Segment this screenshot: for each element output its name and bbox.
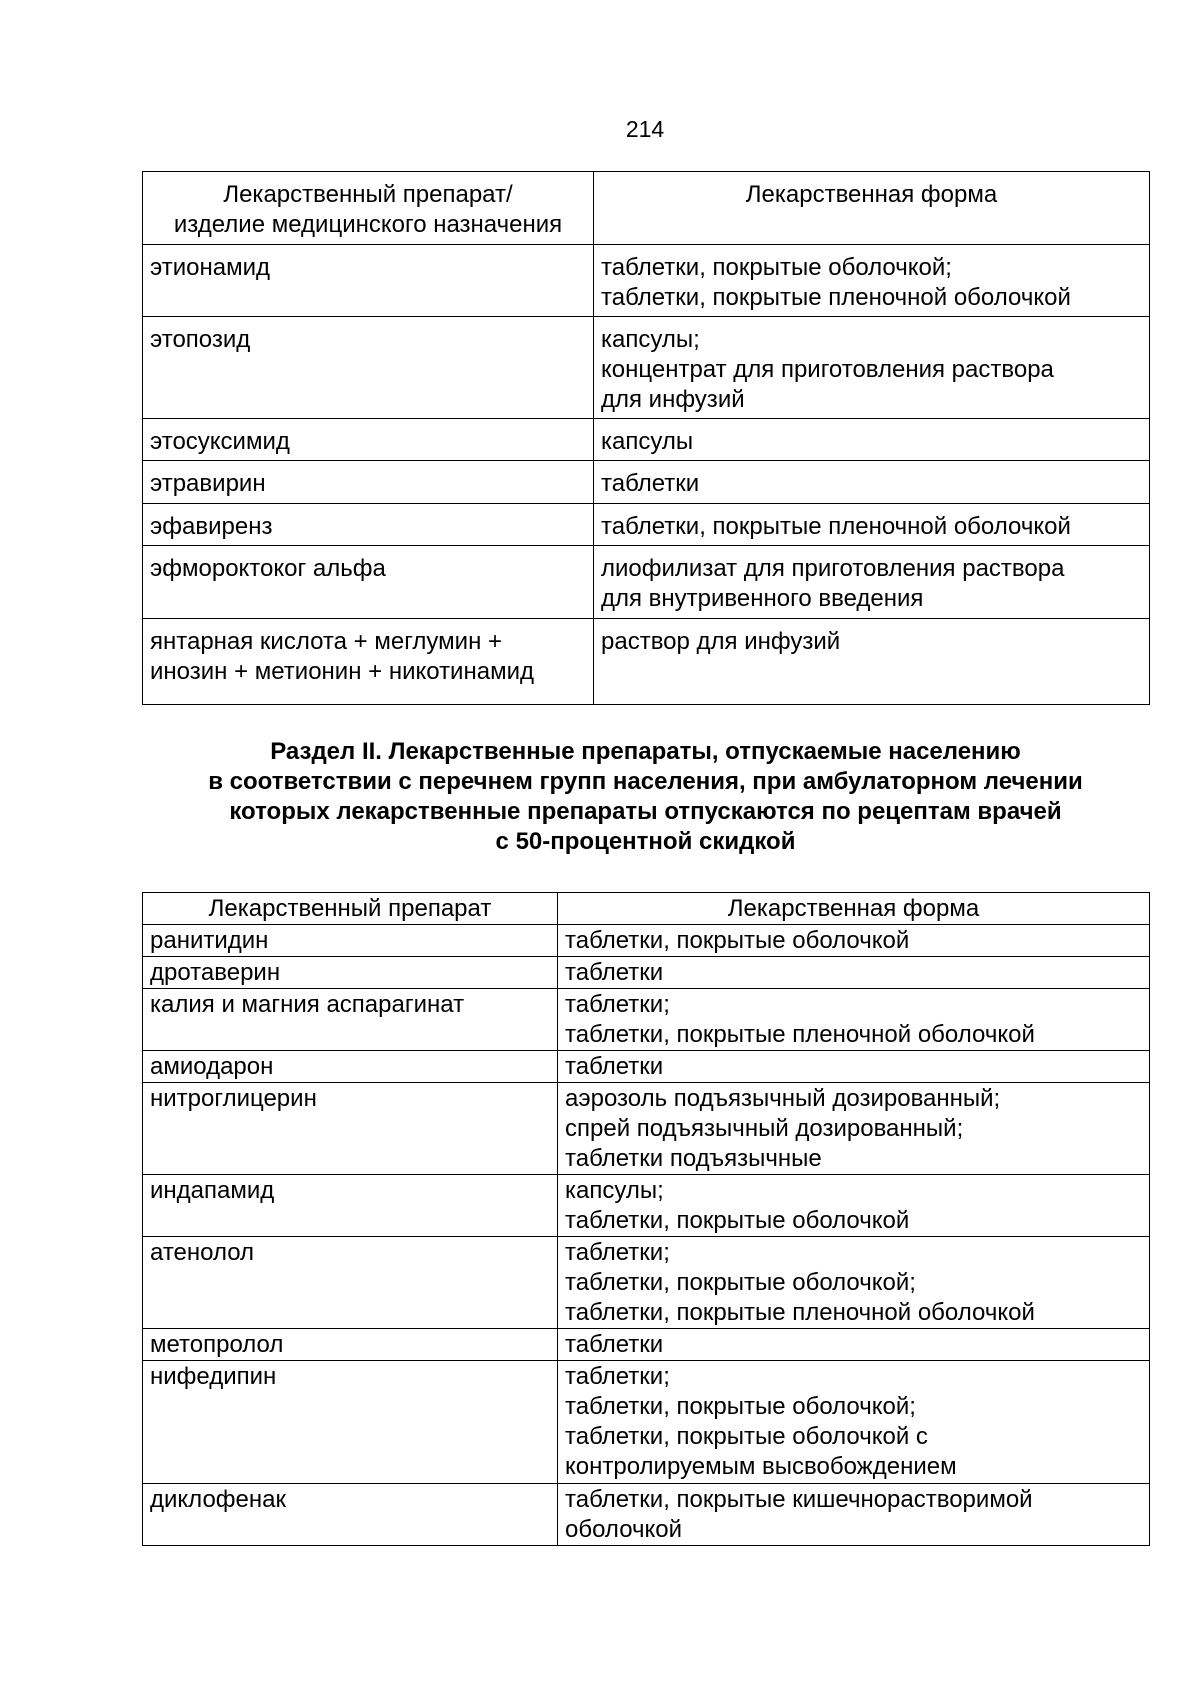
page-number: 214: [625, 116, 665, 142]
table-row: [143, 1083, 1150, 1175]
drug-cell: метопролол: [143, 1329, 558, 1361]
form-cell: [558, 1484, 1150, 1546]
form-cell: [594, 546, 1150, 619]
drug-cell: этионамид: [143, 245, 594, 317]
form-line: таблетки;: [565, 1363, 670, 1390]
form-line: таблетки, покрытые оболочкой;: [565, 1269, 916, 1296]
table-row: [143, 925, 1150, 957]
table-row: [143, 1175, 1150, 1237]
form-cell: [558, 1175, 1150, 1237]
form-line: оболочкой: [565, 1516, 683, 1543]
form-line: таблетки;: [565, 1239, 670, 1266]
form-line: для внутривенного введения: [601, 585, 924, 612]
table-row: [143, 245, 1150, 317]
form-cell: [594, 317, 1150, 419]
form-line: таблетки, покрытые оболочкой;: [601, 254, 952, 281]
form-line: контролируемым высвобождением: [565, 1453, 957, 1480]
table-row: [143, 989, 1150, 1051]
drug-cell: этопозид: [143, 317, 594, 419]
drug-cell: атенолол: [143, 1237, 558, 1329]
header-drug: [143, 172, 594, 245]
form-line: таблетки, покрытые пленочной оболочкой: [601, 513, 1071, 540]
form-line: таблетки: [565, 1053, 664, 1080]
table-row: [143, 461, 1150, 504]
section-2-title: [142, 737, 1149, 857]
table-header-row: [143, 893, 1150, 925]
form-cell: [594, 619, 1150, 705]
section-title-line: Раздел II. Лекарственные препараты, отпускаемые населению: [270, 738, 1021, 765]
drug-cell: дротаверин: [143, 957, 558, 989]
drug-cell: диклофенак: [143, 1484, 558, 1546]
form-cell: [558, 989, 1150, 1051]
form-line: капсулы: [601, 428, 694, 455]
form-line: для инфузий: [601, 386, 745, 413]
section-title-line: которых лекарственные препараты отпускаются по рецептам врачей: [229, 798, 1062, 825]
drug-cell: нитроглицерин: [143, 1083, 558, 1175]
form-line: таблетки: [565, 1331, 664, 1358]
drug-cell: [143, 619, 594, 705]
form-line: таблетки подъязычные: [565, 1145, 822, 1172]
form-cell: [558, 1051, 1150, 1083]
form-line: концентрат для приготовления раствора: [601, 356, 1054, 383]
form-line: таблетки, покрытые оболочкой с: [565, 1423, 928, 1450]
table-row: [143, 1051, 1150, 1083]
drug-table-continued: [142, 171, 1150, 705]
header-form: Лекарственная форма: [558, 893, 1150, 925]
table-row: [143, 957, 1150, 989]
drug-cell: этосуксимид: [143, 419, 594, 461]
section-title-line: в соответствии с перечнем групп населения, при амбулаторном лечении: [208, 768, 1083, 795]
drug-cell: эфмороктоког альфа: [143, 546, 594, 619]
header-form-line: Лекарственная форма: [745, 181, 998, 208]
form-line: капсулы;: [601, 326, 700, 353]
form-cell: [594, 419, 1150, 461]
form-cell: [594, 504, 1150, 546]
table-row: [143, 619, 1150, 705]
form-line: таблетки, покрытые пленочной оболочкой: [565, 1299, 1035, 1326]
table-row: [143, 1361, 1150, 1484]
table-row: [143, 1484, 1150, 1546]
form-line: лиофилизат для приготовления раствора: [601, 555, 1065, 582]
section-title-line: с 50-процентной скидкой: [495, 828, 796, 855]
form-cell: [558, 925, 1150, 957]
form-line: аэрозоль подъязычный дозированный;: [565, 1085, 1001, 1112]
drug-cell: этравирин: [143, 461, 594, 504]
form-cell: [594, 461, 1150, 504]
form-line: таблетки, покрытые пленочной оболочкой: [565, 1021, 1035, 1048]
form-line: таблетки, покрытые оболочкой: [565, 927, 910, 954]
form-line: раствор для инфузий: [601, 628, 841, 655]
table-row: [143, 504, 1150, 546]
drug-cell: калия и магния аспарагинат: [143, 989, 558, 1051]
form-line: таблетки, покрытые кишечнорастворимой: [565, 1486, 1033, 1513]
form-line: таблетки, покрытые оболочкой;: [565, 1393, 916, 1420]
drug-cell: эфавиренз: [143, 504, 594, 546]
form-cell: [558, 957, 1150, 989]
drug-cell: амиодарон: [143, 1051, 558, 1083]
table-row: [143, 1237, 1150, 1329]
form-line: таблетки, покрытые оболочкой: [565, 1207, 910, 1234]
form-cell: [558, 1237, 1150, 1329]
form-line: таблетки: [565, 959, 664, 986]
form-line: таблетки, покрытые пленочной оболочкой: [601, 284, 1071, 311]
form-line: таблетки: [601, 470, 700, 497]
drug-table-section-2: [142, 892, 1150, 1546]
header-drug-line: Лекарственный препарат/: [223, 181, 513, 208]
table-row: [143, 317, 1150, 419]
header-form: [594, 172, 1150, 245]
drug-line: инозин + метионин + никотинамид: [150, 658, 534, 685]
header-drug: Лекарственный препарат: [143, 893, 558, 925]
form-cell: [558, 1083, 1150, 1175]
drug-cell: индапамид: [143, 1175, 558, 1237]
table-row: [143, 546, 1150, 619]
form-line: таблетки;: [565, 991, 670, 1018]
drug-cell: нифедипин: [143, 1361, 558, 1484]
table-row: [143, 1329, 1150, 1361]
form-cell: [558, 1361, 1150, 1484]
drug-cell: ранитидин: [143, 925, 558, 957]
drug-line: янтарная кислота + меглумин +: [150, 628, 503, 655]
header-drug-line: изделие медицинского назначения: [173, 211, 563, 238]
form-line: спрей подъязычный дозированный;: [565, 1115, 964, 1142]
table-header-row: [143, 172, 1150, 245]
form-cell: [558, 1329, 1150, 1361]
table-row: [143, 419, 1150, 461]
form-line: капсулы;: [565, 1177, 664, 1204]
form-cell: [594, 245, 1150, 317]
